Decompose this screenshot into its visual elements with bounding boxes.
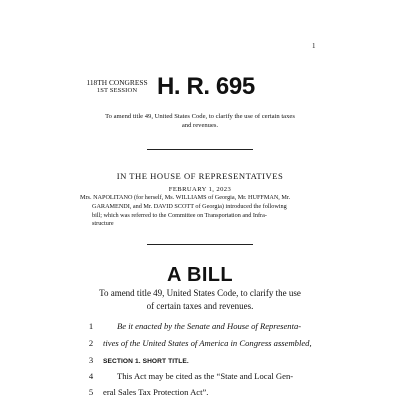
introduction-date: FEBRUARY 1, 2023 <box>168 186 232 193</box>
a-bill-heading: A BILL <box>166 264 234 286</box>
line-text: tives of the United States of America in Congress assembled, <box>103 338 312 348</box>
bill-line <box>0 386 400 400</box>
bill-line <box>0 370 400 384</box>
purpose-long-line-1: To amend title 49, United States Code, to clarify the use <box>99 288 301 298</box>
sponsors-line-2: GARAMENDI, and Mr. DAVID SCOTT of Georgia) introduced the following <box>92 202 287 210</box>
session-label: 1ST SESSION <box>96 87 138 94</box>
divider <box>147 149 253 150</box>
line-number: 1 <box>88 321 94 331</box>
congress-label: 118TH CONGRESS <box>86 78 148 87</box>
line-number: 2 <box>88 338 94 348</box>
divider <box>147 244 253 245</box>
bill-line <box>0 320 400 334</box>
bill-number: H. R. 695 <box>157 73 255 100</box>
purpose-short-line-1: To amend title 49, United States Code, to clarify the use of certain taxes <box>105 113 295 120</box>
sponsors-paragraph <box>80 194 324 229</box>
congress-session <box>84 79 150 95</box>
line-number: 4 <box>88 371 94 381</box>
section-heading: SECTION 1. SHORT TITLE. <box>103 358 189 365</box>
line-text: eral Sales Tax Protection Act”. <box>103 387 209 397</box>
chamber-heading: IN THE HOUSE OF REPRESENTATIVES <box>116 171 284 181</box>
line-number: 3 <box>88 355 94 365</box>
line-text: This Act may be cited as the “State and Local Gen- <box>117 371 294 381</box>
bill-line <box>0 354 400 368</box>
purpose-long <box>82 287 318 313</box>
purpose-short-line-2: and revenues. <box>181 122 219 129</box>
sponsors-line-1: Mrs. NAPOLITANO (for herself, Ms. WILLIAMS of Georgia, Mr. HUFFMAN, Mr. <box>80 194 291 201</box>
sponsors-line-4: structure <box>92 220 114 228</box>
line-text: Be it enacted by the Senate and House of Representa- <box>117 321 302 331</box>
purpose-long-line-2: of certain taxes and revenues. <box>146 301 254 311</box>
bill-line <box>0 337 400 351</box>
page-number: 1 <box>312 42 316 50</box>
purpose-short <box>60 112 340 130</box>
sponsors-line-3: bill; which was referred to the Committee on Transportation and Infra- <box>92 211 267 219</box>
line-number: 5 <box>88 387 94 397</box>
